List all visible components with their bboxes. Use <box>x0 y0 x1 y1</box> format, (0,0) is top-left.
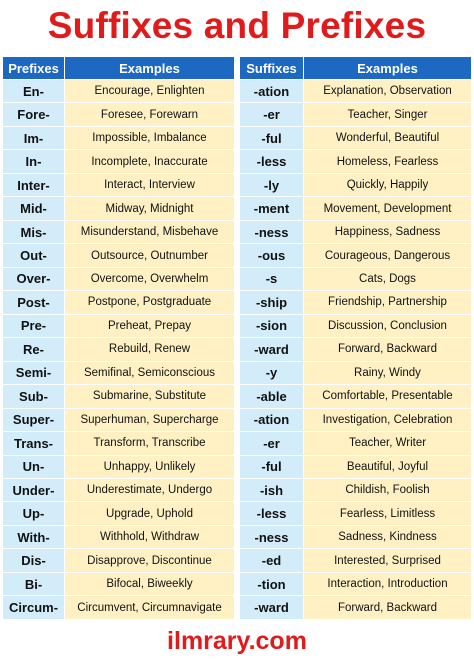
prefix-cell: Re- <box>3 338 65 361</box>
examples-cell: Encourage, Enlighten <box>65 80 235 103</box>
table-row <box>3 478 235 501</box>
table-row <box>240 455 472 478</box>
examples-cell: Friendship, Partnership <box>304 291 472 314</box>
column-header-prefixes: Prefixes <box>3 57 65 80</box>
examples-cell: Forward, Backward <box>304 596 472 620</box>
table-row <box>240 572 472 595</box>
examples-cell: Discussion, Conclusion <box>304 314 472 337</box>
table-header-row <box>3 57 235 80</box>
prefix-cell: Post- <box>3 291 65 314</box>
table-row <box>240 525 472 548</box>
examples-cell: Impossible, Imbalance <box>65 126 235 149</box>
examples-cell: Semifinal, Semiconscious <box>65 361 235 384</box>
examples-cell: Superhuman, Supercharge <box>65 408 235 431</box>
table-row <box>240 361 472 384</box>
prefix-cell: Super- <box>3 408 65 431</box>
suffix-cell: -tion <box>240 572 304 595</box>
examples-cell: Overcome, Overwhelm <box>65 267 235 290</box>
suffix-cell: -s <box>240 267 304 290</box>
examples-cell: Forward, Backward <box>304 338 472 361</box>
prefix-cell: Up- <box>3 502 65 525</box>
table-row <box>3 103 235 126</box>
suffix-cell: -less <box>240 502 304 525</box>
examples-cell: Homeless, Fearless <box>304 150 472 173</box>
website-footer: ilmrary.com <box>167 627 307 655</box>
examples-cell: Preheat, Prepay <box>65 314 235 337</box>
table-row <box>240 197 472 220</box>
examples-cell: Sadness, Kindness <box>304 525 472 548</box>
examples-cell: Wonderful, Beautiful <box>304 126 472 149</box>
prefix-cell: Sub- <box>3 385 65 408</box>
examples-cell: Disapprove, Discontinue <box>65 549 235 572</box>
table-row <box>3 291 235 314</box>
table-row <box>3 502 235 525</box>
examples-cell: Withhold, Withdraw <box>65 525 235 548</box>
prefix-cell: Circum- <box>3 596 65 620</box>
suffix-cell: -y <box>240 361 304 384</box>
examples-cell: Interact, Interview <box>65 173 235 196</box>
table-row <box>240 432 472 455</box>
table-row <box>240 220 472 243</box>
examples-cell: Underestimate, Undergo <box>65 478 235 501</box>
suffixes-table-body <box>240 80 472 620</box>
examples-cell: Circumvent, Circumnavigate <box>65 596 235 620</box>
table-row <box>240 126 472 149</box>
table-row <box>3 314 235 337</box>
suffix-cell: -ness <box>240 220 304 243</box>
suffix-cell: -ish <box>240 478 304 501</box>
table-row <box>240 103 472 126</box>
suffix-cell: -ness <box>240 525 304 548</box>
table-row <box>240 338 472 361</box>
table-row <box>3 80 235 103</box>
examples-cell: Upgrade, Uphold <box>65 502 235 525</box>
table-row <box>240 408 472 431</box>
table-row <box>240 80 472 103</box>
prefix-cell: Dis- <box>3 549 65 572</box>
table-row <box>3 385 235 408</box>
table-row <box>3 596 235 620</box>
tables-container <box>0 56 474 620</box>
table-row <box>3 408 235 431</box>
examples-cell: Postpone, Postgraduate <box>65 291 235 314</box>
examples-cell: Childish, Foolish <box>304 478 472 501</box>
prefix-cell: Trans- <box>3 432 65 455</box>
prefix-cell: Fore- <box>3 103 65 126</box>
suffix-cell: -ship <box>240 291 304 314</box>
prefix-cell: Im- <box>3 126 65 149</box>
suffix-cell: -ful <box>240 126 304 149</box>
prefix-cell: Un- <box>3 455 65 478</box>
suffix-cell: -ed <box>240 549 304 572</box>
table-row <box>240 314 472 337</box>
examples-cell: Misunderstand, Misbehave <box>65 220 235 243</box>
examples-cell: Explanation, Observation <box>304 80 472 103</box>
suffix-cell: -ation <box>240 408 304 431</box>
suffix-cell: -ward <box>240 596 304 620</box>
examples-cell: Bifocal, Biweekly <box>65 572 235 595</box>
table-row <box>3 220 235 243</box>
prefix-cell: Pre- <box>3 314 65 337</box>
prefix-cell: Semi- <box>3 361 65 384</box>
table-row <box>240 502 472 525</box>
table-row <box>3 173 235 196</box>
prefix-cell: Bi- <box>3 572 65 595</box>
table-row <box>3 150 235 173</box>
prefix-cell: En- <box>3 80 65 103</box>
prefix-cell: Under- <box>3 478 65 501</box>
prefix-cell: In- <box>3 150 65 173</box>
suffix-cell: -ation <box>240 80 304 103</box>
suffix-cell: -ward <box>240 338 304 361</box>
prefix-cell: Inter- <box>3 173 65 196</box>
suffix-cell: -er <box>240 103 304 126</box>
examples-cell: Unhappy, Unlikely <box>65 455 235 478</box>
examples-cell: Fearless, Limitless <box>304 502 472 525</box>
examples-cell: Foresee, Forewarn <box>65 103 235 126</box>
examples-cell: Comfortable, Presentable <box>304 385 472 408</box>
suffix-cell: -ment <box>240 197 304 220</box>
examples-cell: Happiness, Sadness <box>304 220 472 243</box>
table-row <box>240 596 472 620</box>
table-row <box>3 267 235 290</box>
table-row <box>3 455 235 478</box>
column-header-examples: Examples <box>304 57 472 80</box>
examples-cell: Beautiful, Joyful <box>304 455 472 478</box>
table-row <box>240 549 472 572</box>
prefix-cell: Out- <box>3 244 65 267</box>
table-row <box>3 244 235 267</box>
examples-cell: Rainy, Windy <box>304 361 472 384</box>
table-row <box>3 572 235 595</box>
table-row <box>3 197 235 220</box>
suffix-cell: -ly <box>240 173 304 196</box>
examples-cell: Outsource, Outnumber <box>65 244 235 267</box>
table-row <box>3 126 235 149</box>
examples-cell: Quickly, Happily <box>304 173 472 196</box>
examples-cell: Interaction, Introduction <box>304 572 472 595</box>
table-row <box>240 385 472 408</box>
suffixes-table <box>239 56 472 620</box>
table-row <box>240 267 472 290</box>
table-row <box>240 173 472 196</box>
examples-cell: Cats, Dogs <box>304 267 472 290</box>
column-header-examples: Examples <box>65 57 235 80</box>
examples-cell: Investigation, Celebration <box>304 408 472 431</box>
examples-cell: Submarine, Substitute <box>65 385 235 408</box>
prefix-cell: Mid- <box>3 197 65 220</box>
suffix-cell: -ful <box>240 455 304 478</box>
table-row <box>240 244 472 267</box>
table-row <box>3 525 235 548</box>
prefix-cell: Over- <box>3 267 65 290</box>
suffix-cell: -less <box>240 150 304 173</box>
examples-cell: Courageous, Dangerous <box>304 244 472 267</box>
examples-cell: Rebuild, Renew <box>65 338 235 361</box>
page-title: Suffixes and Prefixes <box>47 5 427 46</box>
examples-cell: Movement, Development <box>304 197 472 220</box>
table-row <box>3 338 235 361</box>
suffix-cell: -sion <box>240 314 304 337</box>
examples-cell: Teacher, Writer <box>304 432 472 455</box>
table-row <box>240 291 472 314</box>
examples-cell: Incomplete, Inaccurate <box>65 150 235 173</box>
examples-cell: Teacher, Singer <box>304 103 472 126</box>
table-row <box>240 150 472 173</box>
prefix-cell: Mis- <box>3 220 65 243</box>
suffix-cell: -er <box>240 432 304 455</box>
prefixes-table <box>2 56 235 620</box>
table-row <box>240 478 472 501</box>
examples-cell: Interested, Surprised <box>304 549 472 572</box>
column-header-suffixes: Suffixes <box>240 57 304 80</box>
examples-cell: Transform, Transcribe <box>65 432 235 455</box>
suffix-cell: -ous <box>240 244 304 267</box>
table-row <box>3 361 235 384</box>
examples-cell: Midway, Midnight <box>65 197 235 220</box>
table-row <box>3 549 235 572</box>
table-header-row <box>240 57 472 80</box>
table-row <box>3 432 235 455</box>
prefixes-table-body <box>3 80 235 620</box>
suffix-cell: -able <box>240 385 304 408</box>
prefix-cell: With- <box>3 525 65 548</box>
